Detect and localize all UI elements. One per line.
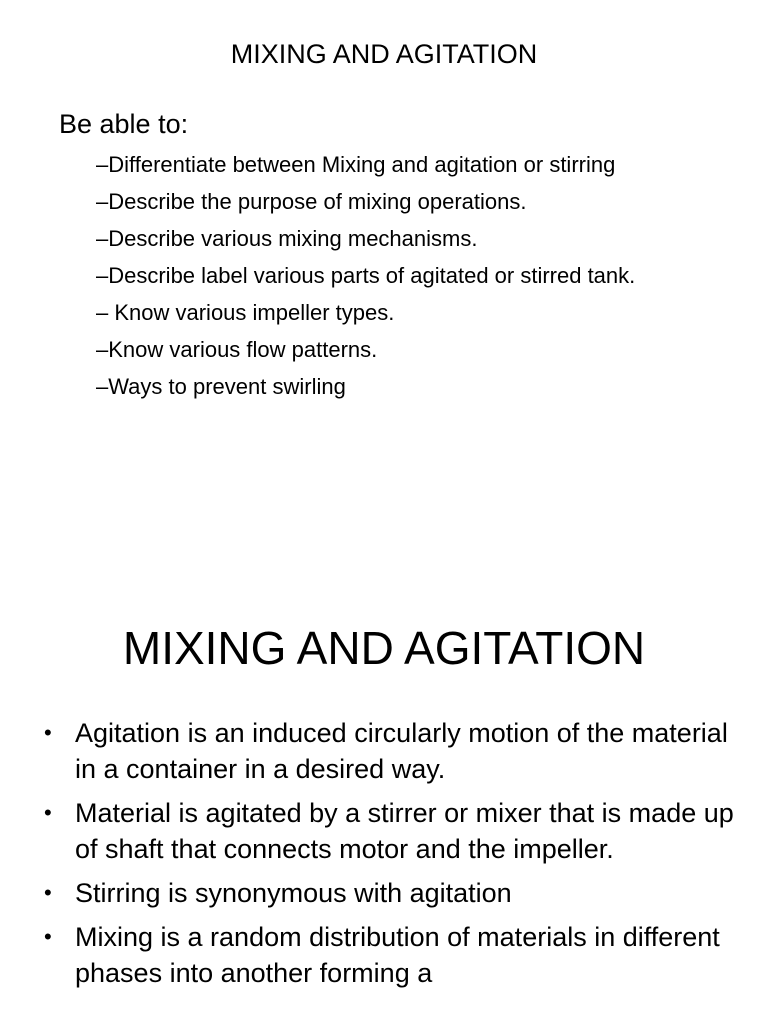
bullet-item bbox=[44, 919, 744, 991]
objective-item: –Differentiate between Mixing and agitation or stirring bbox=[96, 152, 616, 177]
objective-item: –Describe label various parts of agitated or stirred tank. bbox=[96, 263, 636, 288]
bullet-icon: • bbox=[44, 924, 52, 949]
objective-item: –Describe the purpose of mixing operations. bbox=[96, 189, 527, 214]
objective-item: –Describe various mixing mechanisms. bbox=[96, 226, 478, 251]
objective-item: –Know various flow patterns. bbox=[96, 337, 378, 362]
bullet-text: Material is agitated by a stirrer or mixer that is made up of shaft that connects motor and the impeller. bbox=[75, 798, 734, 864]
bullet-icon: • bbox=[44, 880, 52, 905]
slide-2-title: MIXING AND AGITATION bbox=[122, 622, 646, 674]
bullet-icon: • bbox=[44, 720, 52, 745]
bullet-item bbox=[44, 715, 744, 787]
bullet-list bbox=[44, 715, 744, 999]
bullet-text: Agitation is an induced circularly motion of the material in a container in a desired way. bbox=[75, 718, 728, 784]
objectives-list bbox=[96, 150, 736, 409]
objective-item: – Know various impeller types. bbox=[96, 300, 395, 325]
slide-1-title: MIXING AND AGITATION bbox=[230, 39, 538, 69]
bullet-text: Stirring is synonymous with agitation bbox=[75, 878, 512, 908]
bullet-text: Mixing is a random distribution of materials in different phases into another forming a bbox=[75, 922, 720, 988]
slide-2 bbox=[0, 560, 768, 1024]
slide-1-intro: Be able to: bbox=[59, 109, 189, 139]
bullet-icon: • bbox=[44, 800, 52, 825]
objective-item: –Ways to prevent swirling bbox=[96, 374, 346, 399]
bullet-item bbox=[44, 795, 744, 867]
bullet-item bbox=[44, 875, 744, 911]
